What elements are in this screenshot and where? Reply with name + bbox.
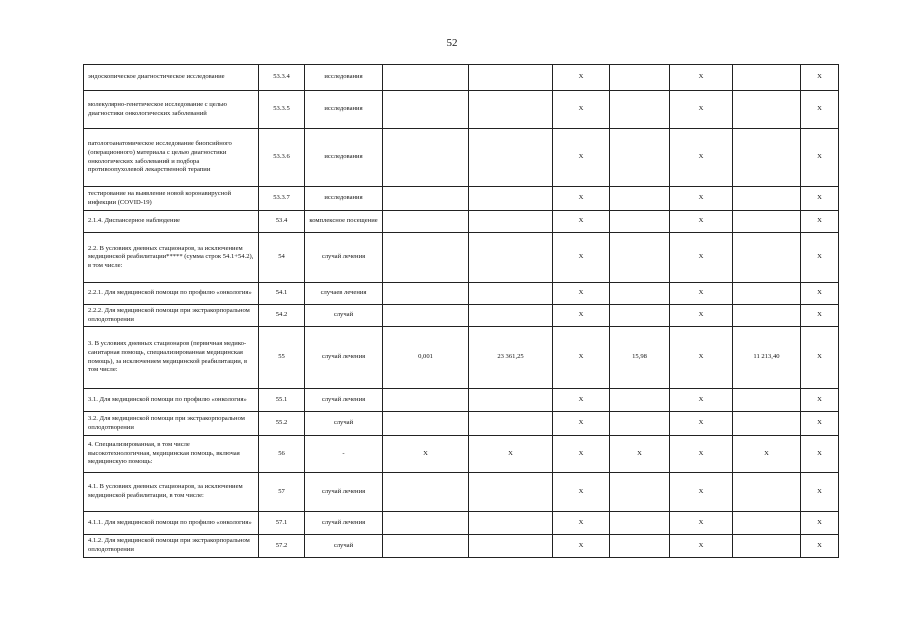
marker-cell: X [670, 305, 733, 327]
marker-cell: X [670, 91, 733, 129]
volume-per-person-cell [383, 412, 469, 436]
volume-per-person-cell [383, 283, 469, 305]
row-number-cell: 56 [259, 436, 305, 473]
unit-cell: комплексное посещение [305, 211, 383, 233]
marker-cell: X [553, 187, 610, 211]
per-capita-budget-cell: 15,98 [610, 327, 670, 389]
per-capita-oms-cell [733, 535, 801, 558]
per-capita-oms-cell [733, 473, 801, 512]
row-number-cell: 54.2 [259, 305, 305, 327]
per-capita-budget-cell [610, 473, 670, 512]
marker-cell: X [670, 535, 733, 558]
marker-cell: X [801, 436, 839, 473]
table-row [84, 389, 839, 412]
cost-per-unit-cell [469, 305, 553, 327]
per-capita-oms-cell [733, 65, 801, 91]
unit-cell: случаев лечения [305, 283, 383, 305]
unit-cell: исследования [305, 187, 383, 211]
per-capita-budget-cell [610, 187, 670, 211]
marker-cell: X [801, 129, 839, 187]
marker-cell: X [553, 65, 610, 91]
unit-cell: исследования [305, 129, 383, 187]
cost-per-unit-cell [469, 512, 553, 535]
marker-cell: X [553, 233, 610, 283]
row-number-cell: 55 [259, 327, 305, 389]
row-number-cell: 55.1 [259, 389, 305, 412]
volume-per-person-cell [383, 129, 469, 187]
marker-cell: X [670, 512, 733, 535]
table-row [84, 412, 839, 436]
row-name-cell: 2.2.2. Для медицинской помощи при экстракорпоральном оплодотворении [84, 305, 259, 327]
volume-per-person-cell [383, 473, 469, 512]
unit-cell: случай лечения [305, 327, 383, 389]
cost-per-unit-cell [469, 233, 553, 283]
marker-cell: X [801, 211, 839, 233]
per-capita-oms-cell [733, 187, 801, 211]
marker-cell: X [553, 512, 610, 535]
cost-per-unit-cell [469, 473, 553, 512]
marker-cell: X [670, 436, 733, 473]
marker-cell: X [553, 283, 610, 305]
per-capita-oms-cell [733, 305, 801, 327]
row-number-cell: 57 [259, 473, 305, 512]
marker-cell: X [670, 283, 733, 305]
volume-per-person-cell [383, 187, 469, 211]
marker-cell: X [553, 91, 610, 129]
marker-cell: X [553, 535, 610, 558]
cost-per-unit-cell: X [469, 436, 553, 473]
row-name-cell: 4. Специализированная, в том числе высокотехнологичная, медицинская помощь, включая медицинскую помощь: [84, 436, 259, 473]
row-number-cell: 54.1 [259, 283, 305, 305]
marker-cell: X [670, 327, 733, 389]
per-capita-budget-cell [610, 65, 670, 91]
per-capita-budget-cell [610, 211, 670, 233]
volume-per-person-cell [383, 305, 469, 327]
per-capita-oms-cell [733, 129, 801, 187]
cost-per-unit-cell [469, 535, 553, 558]
row-number-cell: 53.3.7 [259, 187, 305, 211]
per-capita-budget-cell [610, 129, 670, 187]
cost-per-unit-cell [469, 187, 553, 211]
marker-cell: X [801, 389, 839, 412]
cost-per-unit-cell [469, 129, 553, 187]
marker-cell: X [553, 389, 610, 412]
marker-cell: X [801, 283, 839, 305]
marker-cell: X [553, 327, 610, 389]
table-row [84, 305, 839, 327]
per-capita-budget-cell [610, 412, 670, 436]
row-name-cell: 3.2. Для медицинской помощи при экстракорпоральном оплодотворении [84, 412, 259, 436]
per-capita-budget-cell [610, 91, 670, 129]
marker-cell: X [553, 412, 610, 436]
cost-per-unit-cell [469, 283, 553, 305]
marker-cell: X [801, 91, 839, 129]
table-row [84, 91, 839, 129]
volume-per-person-cell: X [383, 436, 469, 473]
row-name-cell: патологоанатомическое исследование биопсийного (операционного) материала с целью диагностики онкологических заболеваний и подбора противоопухолевой лекарственной терапии [84, 129, 259, 187]
marker-cell: X [670, 233, 733, 283]
unit-cell: исследования [305, 91, 383, 129]
row-number-cell: 53.4 [259, 211, 305, 233]
table-row [84, 473, 839, 512]
cost-per-unit-cell: 23 361,25 [469, 327, 553, 389]
per-capita-oms-cell [733, 512, 801, 535]
cost-per-unit-cell [469, 389, 553, 412]
table-row [84, 211, 839, 233]
unit-cell: случай [305, 305, 383, 327]
cost-per-unit-cell [469, 91, 553, 129]
per-capita-budget-cell [610, 233, 670, 283]
tariff-table [83, 64, 839, 558]
marker-cell: X [670, 129, 733, 187]
volume-per-person-cell [383, 535, 469, 558]
row-name-cell: 2.2.1. Для медицинской помощи по профилю «онкология» [84, 283, 259, 305]
unit-cell: случай лечения [305, 389, 383, 412]
per-capita-oms-cell [733, 233, 801, 283]
marker-cell: X [670, 473, 733, 512]
per-capita-oms-cell: X [733, 436, 801, 473]
volume-per-person-cell [383, 233, 469, 283]
marker-cell: X [553, 473, 610, 512]
row-number-cell: 53.3.5 [259, 91, 305, 129]
row-name-cell: эндоскопическое диагностическое исследование [84, 65, 259, 91]
row-name-cell: 3. В условиях дневных стационаров (первичная медико-санитарная помощь, специализированная медицинская помощь), за исключением медицинской реабилитации, в том числе: [84, 327, 259, 389]
row-name-cell: 3.1. Для медицинской помощи по профилю «онкология» [84, 389, 259, 412]
row-name-cell: 4.1. В условиях дневных стационаров, за исключением медицинской реабилитации, в том числе: [84, 473, 259, 512]
marker-cell: X [553, 305, 610, 327]
unit-cell: случай лечения [305, 512, 383, 535]
per-capita-budget-cell [610, 389, 670, 412]
table-row [84, 233, 839, 283]
row-number-cell: 53.3.6 [259, 129, 305, 187]
marker-cell: X [670, 389, 733, 412]
table-row [84, 129, 839, 187]
marker-cell: X [801, 412, 839, 436]
row-number-cell: 55.2 [259, 412, 305, 436]
marker-cell: X [553, 129, 610, 187]
cost-per-unit-cell [469, 412, 553, 436]
per-capita-oms-cell [733, 211, 801, 233]
marker-cell: X [670, 412, 733, 436]
row-number-cell: 54 [259, 233, 305, 283]
unit-cell: случай лечения [305, 233, 383, 283]
per-capita-budget-cell [610, 283, 670, 305]
volume-per-person-cell [383, 211, 469, 233]
table-body [84, 65, 839, 558]
marker-cell: X [801, 327, 839, 389]
marker-cell: X [801, 473, 839, 512]
row-name-cell: 4.1.2. Для медицинской помощи при экстракорпоральном оплодотворении [84, 535, 259, 558]
table-row [84, 512, 839, 535]
row-name-cell: 2.1.4. Диспансерное наблюдение [84, 211, 259, 233]
unit-cell: - [305, 436, 383, 473]
volume-per-person-cell: 0,001 [383, 327, 469, 389]
per-capita-oms-cell [733, 412, 801, 436]
cost-per-unit-cell [469, 211, 553, 233]
unit-cell: случай лечения [305, 473, 383, 512]
cost-per-unit-cell [469, 65, 553, 91]
table-row [84, 65, 839, 91]
per-capita-budget-cell [610, 305, 670, 327]
marker-cell: X [553, 436, 610, 473]
row-name-cell: тестирование на выявление новой коронавирусной инфекции (COVID-19) [84, 187, 259, 211]
volume-per-person-cell [383, 91, 469, 129]
row-number-cell: 57.2 [259, 535, 305, 558]
per-capita-oms-cell [733, 389, 801, 412]
per-capita-budget-cell [610, 512, 670, 535]
marker-cell: X [801, 233, 839, 283]
row-number-cell: 53.3.4 [259, 65, 305, 91]
marker-cell: X [801, 512, 839, 535]
unit-cell: случай [305, 535, 383, 558]
unit-cell: случай [305, 412, 383, 436]
row-name-cell: 4.1.1. Для медицинской помощи по профилю «онкология» [84, 512, 259, 535]
row-number-cell: 57.1 [259, 512, 305, 535]
volume-per-person-cell [383, 65, 469, 91]
marker-cell: X [801, 535, 839, 558]
marker-cell: X [670, 211, 733, 233]
unit-cell: исследования [305, 65, 383, 91]
table-row [84, 535, 839, 558]
table-row [84, 327, 839, 389]
row-name-cell: молекулярно-генетическое исследование с целью диагностики онкологических заболеваний [84, 91, 259, 129]
marker-cell: X [801, 65, 839, 91]
per-capita-oms-cell [733, 283, 801, 305]
per-capita-oms-cell [733, 91, 801, 129]
per-capita-budget-cell: X [610, 436, 670, 473]
marker-cell: X [801, 305, 839, 327]
marker-cell: X [801, 187, 839, 211]
row-name-cell: 2.2. В условиях дневных стационаров, за исключением медицинской реабилитации***** (сумма строк 54.1+54.2), в том числе: [84, 233, 259, 283]
table-row [84, 283, 839, 305]
marker-cell: X [670, 65, 733, 91]
per-capita-oms-cell: 11 213,40 [733, 327, 801, 389]
table-row [84, 436, 839, 473]
marker-cell: X [670, 187, 733, 211]
per-capita-budget-cell [610, 535, 670, 558]
volume-per-person-cell [383, 512, 469, 535]
page-number: 52 [446, 37, 458, 49]
table-row [84, 187, 839, 211]
marker-cell: X [553, 211, 610, 233]
volume-per-person-cell [383, 389, 469, 412]
